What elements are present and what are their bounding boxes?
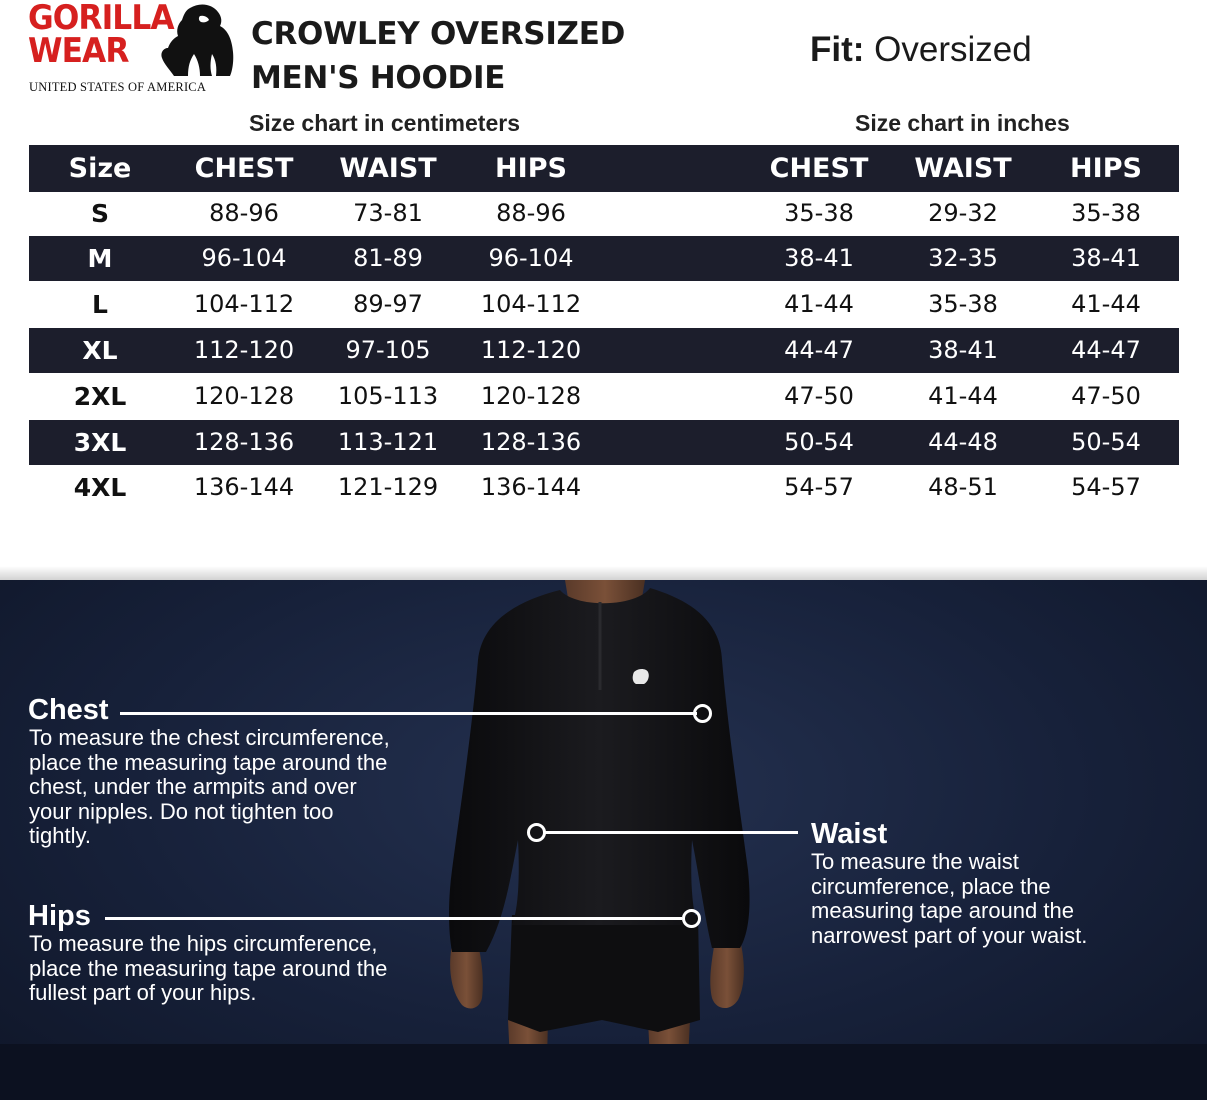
- table-row: [29, 420, 1179, 465]
- table-row: [29, 328, 1179, 373]
- chest-indicator-dot: [693, 704, 712, 723]
- cell-hips-cm: 88-96: [496, 199, 566, 227]
- cell-size: 2XL: [73, 382, 127, 411]
- cell-chest-cm: 88-96: [209, 199, 279, 227]
- header-hips-cm: HIPS: [495, 153, 567, 184]
- header-hips-in: HIPS: [1070, 153, 1142, 184]
- hips-description: To measure the hips circumference, place the measuring tape around the fullest part of your hips.: [29, 931, 388, 1005]
- cell-size: S: [90, 199, 109, 228]
- hips-indicator-line: [105, 917, 682, 920]
- cell-size: 3XL: [73, 428, 127, 457]
- cell-waist-cm: 73-81: [353, 199, 423, 227]
- waist-description: To measure the waist circumference, place the measuring tape around the narrowest part of your waist.: [811, 849, 1088, 948]
- cell-size: 4XL: [73, 473, 127, 502]
- cell-hips-cm: 104-112: [480, 290, 582, 318]
- product-title-line-2: MEN'S HOODIE: [251, 60, 506, 96]
- chest-description: To measure the chest circumference, place the measuring tape around the chest, under the armpits and over your nipples. Do not tighten too tightly.: [29, 725, 390, 848]
- table-row: [29, 236, 1179, 281]
- table-row: [29, 465, 1179, 510]
- cell-chest-in: 38-41: [784, 244, 854, 272]
- logo-line-1: GORILLA: [28, 0, 174, 38]
- brand-logo-subtitle: UNITED STATES OF AMERICA: [29, 80, 207, 94]
- hips-title: Hips: [28, 900, 91, 932]
- cell-waist-cm: 113-121: [337, 428, 439, 456]
- cell-waist-in: 41-44: [928, 382, 998, 410]
- product-title: [251, 12, 625, 100]
- cell-hips-cm: 136-144: [480, 473, 582, 501]
- cell-chest-cm: 120-128: [193, 382, 295, 410]
- cell-hips-in: 54-57: [1071, 473, 1141, 501]
- waist-title: Waist: [811, 818, 888, 850]
- cell-chest-in: 54-57: [784, 473, 854, 501]
- cell-hips-in: 50-54: [1071, 428, 1141, 456]
- cell-chest-in: 41-44: [784, 290, 854, 318]
- cell-waist-cm: 105-113: [337, 382, 439, 410]
- cell-waist-in: 48-51: [928, 473, 998, 501]
- cell-waist-cm: 121-129: [337, 473, 439, 501]
- header-chest-cm: CHEST: [194, 153, 294, 184]
- table-header-row: [29, 145, 1179, 192]
- gorilla-icon: [160, 2, 235, 77]
- subtitle-inches: Size chart in inches: [855, 110, 1070, 136]
- table-row: [29, 191, 1179, 236]
- header-waist-in: WAIST: [914, 153, 1012, 184]
- cell-hips-in: 47-50: [1071, 382, 1141, 410]
- floor-shade: [0, 1044, 1207, 1100]
- cell-hips-cm: 128-136: [480, 428, 582, 456]
- chest-title: Chest: [28, 694, 109, 726]
- cell-hips-in: 41-44: [1071, 290, 1141, 318]
- cell-chest-in: 44-47: [784, 336, 854, 364]
- header-chest-in: CHEST: [769, 153, 869, 184]
- cell-waist-cm: 89-97: [353, 290, 423, 318]
- cell-hips-cm: 120-128: [480, 382, 582, 410]
- product-title-line-1: CROWLEY OVERSIZED: [251, 16, 626, 52]
- cell-size: L: [92, 290, 108, 319]
- waist-indicator-dot: [527, 823, 546, 842]
- cell-waist-in: 32-35: [928, 244, 998, 272]
- cell-chest-in: 50-54: [784, 428, 854, 456]
- cell-chest-in: 47-50: [784, 382, 854, 410]
- cell-hips-in: 38-41: [1071, 244, 1141, 272]
- fit-info: [810, 30, 1032, 70]
- subtitle-centimeters: Size chart in centimeters: [249, 110, 520, 136]
- cell-chest-cm: 128-136: [193, 428, 295, 456]
- cell-chest-cm: 112-120: [193, 336, 295, 364]
- cell-chest-cm: 136-144: [193, 473, 295, 501]
- chest-indicator-line: [120, 712, 697, 715]
- measurement-panel: [0, 580, 1207, 1100]
- cell-hips-in: 44-47: [1071, 336, 1141, 364]
- cell-waist-in: 38-41: [928, 336, 998, 364]
- cell-waist-in: 44-48: [928, 428, 998, 456]
- cell-hips-cm: 96-104: [488, 244, 574, 272]
- logo-line-2: WEAR: [28, 31, 129, 71]
- waist-indicator-line: [545, 831, 798, 834]
- table-row: [29, 281, 1179, 328]
- cell-size: M: [87, 244, 113, 273]
- fit-value: Oversized: [874, 30, 1032, 69]
- header-size: Size: [68, 153, 132, 184]
- cell-chest-cm: 104-112: [193, 290, 295, 318]
- cell-waist-in: 35-38: [928, 290, 998, 318]
- cell-waist-in: 29-32: [928, 199, 998, 227]
- cell-hips-cm: 112-120: [480, 336, 582, 364]
- cell-chest-in: 35-38: [784, 199, 854, 227]
- header-waist-cm: WAIST: [339, 153, 437, 184]
- brand-logo-wordmark: [28, 0, 174, 71]
- cell-size: XL: [82, 336, 118, 365]
- cell-hips-in: 35-38: [1071, 199, 1141, 227]
- cell-waist-cm: 81-89: [353, 244, 423, 272]
- hips-indicator-dot: [682, 909, 701, 928]
- fit-label: Fit:: [810, 30, 865, 69]
- table-row: [29, 373, 1179, 420]
- cell-chest-cm: 96-104: [201, 244, 287, 272]
- cell-waist-cm: 97-105: [345, 336, 431, 364]
